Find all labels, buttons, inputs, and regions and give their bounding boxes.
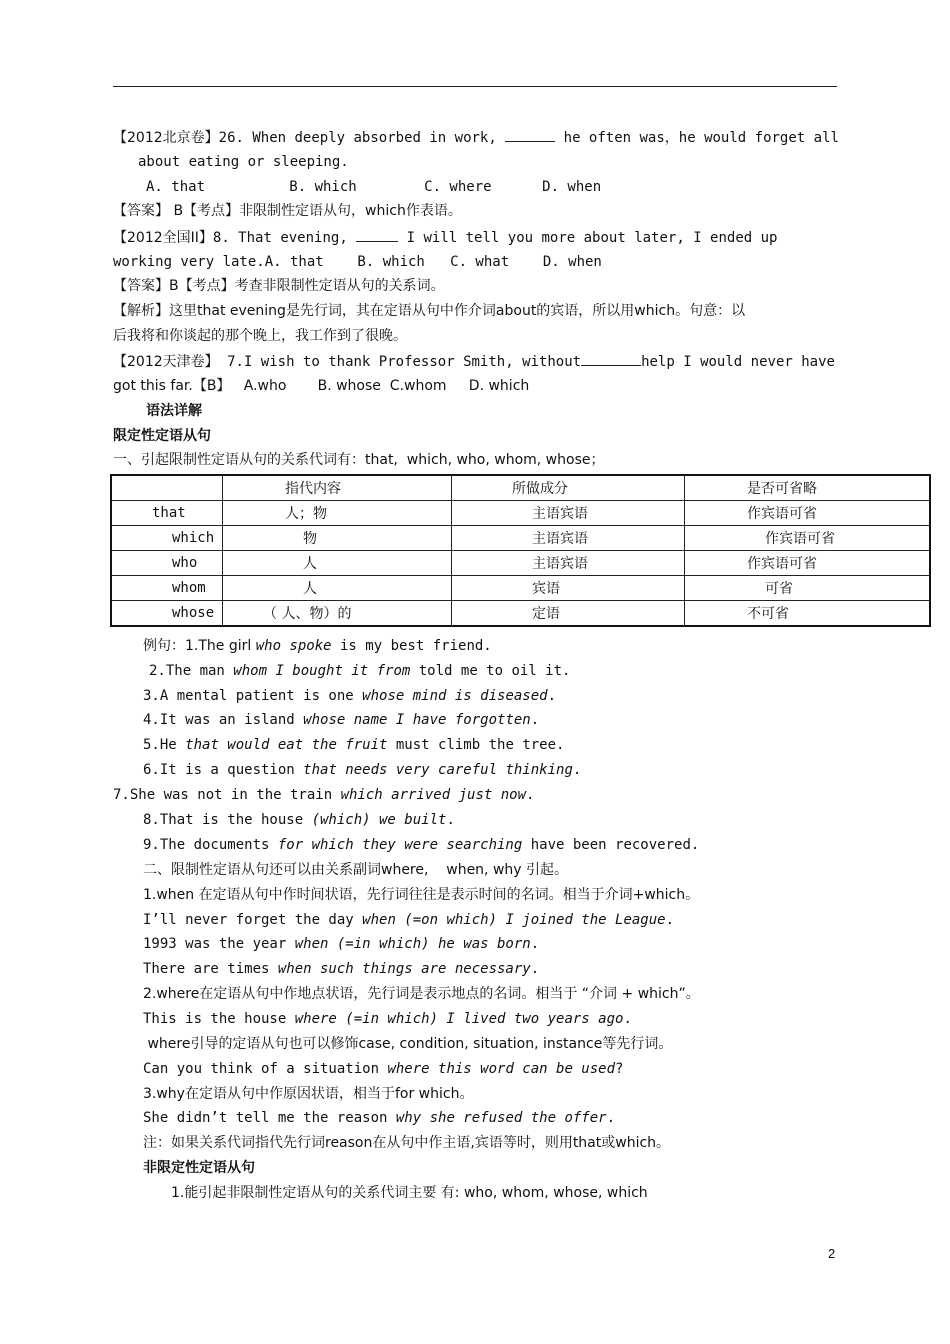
table-cell: whose: [111, 601, 223, 627]
example-clause: who spoke: [255, 638, 332, 654]
example-text: .: [572, 762, 582, 778]
example-3: [143, 686, 556, 706]
q1-line-1: [113, 127, 839, 148]
table-header-cell: 所做成分: [452, 475, 685, 501]
table-cell: 主语宾语: [452, 501, 685, 526]
q2-tag: 【2012全国II】: [113, 230, 213, 246]
example-4: [143, 710, 539, 730]
example-text: 5.He: [143, 737, 186, 753]
page-number: 2: [828, 1246, 836, 1261]
example-clause: where this word can be used: [387, 1061, 616, 1077]
table-cell: 主语宾语: [452, 551, 685, 576]
example-text: 1993 was the year: [143, 936, 295, 952]
example-text: .: [547, 688, 557, 704]
q2-analysis-1: 【解析】这里that evening是先行词，其在定语从句中作介词about的宾语，所以用which。句意：以: [113, 303, 746, 319]
example-clause: when (=in which) he was born: [294, 936, 531, 952]
table-cell: （ 人、物）的: [223, 601, 452, 627]
example-2: [149, 661, 570, 681]
when-rule: 1.when 在定语从句中作时间状语，先行词往往是表示时间的名词。相当于介词+which。: [143, 887, 700, 903]
section2-title: 二、限制性定语从句还可以由关系副词where, when, why 引起。: [143, 862, 569, 878]
q2-stem-a: 8. That evening,: [212, 230, 357, 246]
example-text: 8.That is the house: [143, 812, 312, 828]
heading-nonrestrictive: 非限定性定语从句: [143, 1160, 255, 1176]
header-rule: [113, 86, 837, 87]
example-text: Can you think of a situation: [143, 1061, 388, 1077]
example-1: [143, 636, 492, 656]
example-text: 7.She was not in the train: [113, 787, 341, 803]
example-text: 例句：1.The girl: [143, 638, 256, 654]
relative-pronoun-table: [110, 474, 931, 627]
example-text: .: [530, 712, 540, 728]
example-clause: whose name I have forgotten: [303, 712, 531, 728]
table-cell: 人: [223, 551, 452, 576]
q2-blank: [356, 227, 398, 242]
note: 注：如果关系代词指代先行词reason在从句中作主语,宾语等时，则用that或which。: [143, 1135, 671, 1151]
example-text: .: [446, 812, 455, 828]
example-5: [143, 735, 564, 755]
q2-analysis-2: 后我将和你谈起的那个晚上，我工作到了很晚。: [113, 328, 407, 344]
q2-stem-c: working very late.A. that B. which C. what D. when: [113, 254, 602, 270]
where-note: where引导的定语从句也可以修饰case, condition, situation, instance等先行词。: [143, 1036, 673, 1052]
table-cell: 作宾语可省: [685, 526, 931, 551]
table-cell: whom: [111, 576, 223, 601]
example-clause: that would eat the fruit: [185, 737, 388, 753]
q1-blank: [505, 127, 555, 142]
section1-title: 一、引起限制性定语从句的关系代词有：that, which, who, whom, whose；: [113, 452, 605, 468]
example-text: .: [623, 1011, 632, 1027]
example-clause: (which) we built: [311, 812, 447, 828]
table-cell: 主语宾语: [452, 526, 685, 551]
table-row: [111, 526, 930, 551]
when-example-1: [143, 910, 674, 930]
q3-stem-c: got this far.【B】 A.who B. whose C.whom D. which: [113, 378, 530, 394]
where-example-2: [143, 1059, 623, 1079]
example-clause: whom I bought it from: [233, 663, 411, 679]
table-cell: 人；物: [223, 501, 452, 526]
table-cell: 作宾语可省: [685, 551, 931, 576]
table-cell: 定语: [452, 601, 685, 627]
table-cell: that: [111, 501, 223, 526]
example-7: [113, 785, 534, 805]
example-text: .: [526, 787, 535, 803]
example-clause: when such things are necessary: [277, 961, 531, 977]
q3-line-1: [113, 351, 835, 372]
example-text: is my best friend.: [331, 638, 492, 654]
nonrestrictive-point-1: 1.能引起非限制性定语从句的关系代词主要 有: who, whom, whose, which: [171, 1185, 648, 1201]
q2-line-1: [113, 227, 777, 248]
q1-options: A. that B. which C. where D. when: [146, 179, 602, 195]
q3-stem-b: help I would never have: [641, 354, 835, 370]
table-cell: [111, 475, 223, 501]
example-text: ?: [615, 1061, 624, 1077]
table-cell: 人: [223, 576, 452, 601]
example-clause: whose mind is diseased: [362, 688, 548, 704]
q1-stem-b: he often was，he would forget all: [555, 130, 839, 146]
example-text: told me to oil it.: [410, 663, 571, 679]
q3-stem-a: 7.I wish to thank Professor Smith, without: [218, 354, 582, 370]
table-row: [111, 601, 930, 627]
where-example-1: [143, 1009, 632, 1029]
table-cell: 物: [223, 526, 452, 551]
q3-blank: [581, 351, 641, 366]
why-rule: 3.why在定语从句中作原因状语，相当于for which。: [143, 1086, 474, 1102]
example-text: I’ll never forget the day: [143, 912, 363, 928]
q1-answer: 【答案】 B【考点】非限制性定语从句，which作表语。: [113, 203, 462, 219]
table-cell: 不可省: [685, 601, 931, 627]
example-text: She didn’t tell me the reason: [143, 1110, 396, 1126]
example-text: 9.The documents: [143, 837, 278, 853]
example-text: There are times: [143, 961, 278, 977]
example-text: .: [606, 1110, 616, 1126]
example-text: .: [530, 936, 540, 952]
example-text: .: [665, 912, 675, 928]
q2-answer: 【答案】B【考点】考查非限制性定语从句的关系词。: [113, 278, 445, 294]
when-example-2: [143, 934, 539, 954]
example-text: 3.A mental patient is one: [143, 688, 363, 704]
example-clause: for which they were searching: [277, 837, 523, 853]
example-9: [143, 835, 699, 855]
heading-grammar: 语法详解: [146, 403, 202, 419]
example-clause: which arrived just now: [340, 787, 527, 803]
example-6: [143, 760, 581, 780]
example-8: [143, 810, 455, 830]
table-cell: which: [111, 526, 223, 551]
table-row: [111, 551, 930, 576]
table-row: [111, 576, 930, 601]
table-cell: 可省: [685, 576, 931, 601]
example-clause: that needs very careful thinking: [303, 762, 573, 778]
table-cell: who: [111, 551, 223, 576]
table-header-cell: 指代内容: [223, 475, 452, 501]
table-row: [111, 501, 930, 526]
when-example-3: [143, 959, 539, 979]
example-text: 6.It is a question: [143, 762, 304, 778]
table-cell: 作宾语可省: [685, 501, 931, 526]
example-text: 4.It was an island: [143, 712, 304, 728]
q1-stem-c: about eating or sleeping.: [138, 154, 349, 170]
example-text: must climb the tree.: [387, 737, 565, 753]
q3-tag: 【2012天津卷】: [113, 354, 219, 370]
why-example-1: [143, 1108, 615, 1128]
table-cell: 宾语: [452, 576, 685, 601]
example-text: This is the house: [143, 1011, 295, 1027]
q2-stem-b: I will tell you more about later, I ended up: [398, 230, 778, 246]
table-header-row: [111, 475, 930, 501]
example-clause: when (=on which) I joined the League: [362, 912, 666, 928]
q1-tag: 【2012北京卷】: [113, 130, 219, 146]
where-rule: 2.where在定语从句中作地点状语，先行词是表示地点的名词。相当于 “介词 + which”。: [143, 986, 700, 1002]
example-text: 2.The man: [149, 663, 234, 679]
example-clause: why she refused the offer: [395, 1110, 607, 1126]
example-clause: where (=in which) I lived two years ago: [294, 1011, 624, 1027]
example-text: .: [530, 961, 540, 977]
table-header-cell: 是否可省略: [685, 475, 931, 501]
example-text: have been recovered.: [522, 837, 700, 853]
q1-stem-a: 26. When deeply absorbed in work,: [218, 130, 506, 146]
heading-restrictive: 限定性定语从句: [113, 428, 211, 444]
